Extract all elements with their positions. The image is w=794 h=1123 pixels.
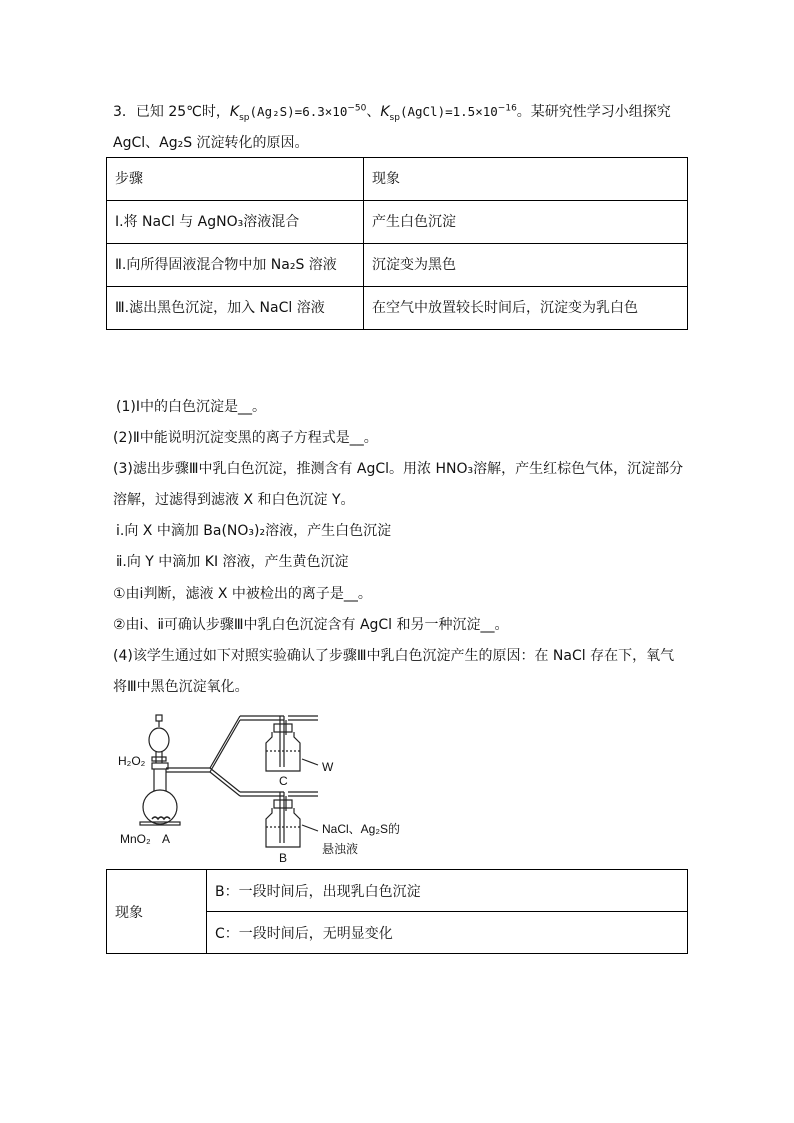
sub-question-3-line1: (3)滤出步骤Ⅲ中乳白色沉淀，推测含有 AgCl。用浓 HNO₃溶解，产生红棕色气体，沉淀部分 (113, 461, 684, 477)
sub-question-4-line2: 将Ⅲ中黑色沉淀氧化。 (113, 679, 249, 695)
sub-question-3-b: ②由ⅰ、ⅱ可确认步骤Ⅲ中乳白色沉淀含有 AgCl 和另一种沉淀__。 (113, 617, 509, 633)
question-intro-line1 (113, 102, 671, 122)
label-c: C (279, 774, 288, 788)
separatory-funnel (149, 715, 169, 763)
question-intro-tail: 。某研究性学习小组探究 (516, 104, 671, 120)
phenomenon-cell: 在空气中放置较长时间后，沉淀变为乳白色 (364, 287, 688, 330)
delivery-tube (166, 716, 318, 843)
sub-question-3-line2: 溶解，过滤得到滤液 X 和白色沉淀 Y。 (113, 492, 355, 508)
observation-c: C：一段时间后，无明显变化 (207, 912, 688, 954)
table-row (107, 244, 688, 287)
table-row (107, 870, 688, 912)
ksp-subscript: sp (239, 112, 250, 123)
question-number: 3． (113, 104, 136, 120)
label-a: A (162, 832, 171, 846)
separator: 、 (366, 104, 381, 120)
ksp-symbol: K (229, 104, 240, 120)
label-w: W (322, 760, 334, 774)
apparatus-svg (112, 707, 422, 867)
sub-question-4-line1: (4)该学生通过如下对照实验确认了步骤Ⅲ中乳白色沉淀产生的原因：在 NaCl 存在下，氧气 (113, 648, 675, 664)
sub-question-2: (2)Ⅱ中能说明沉淀变黑的离子方程式是__。 (113, 430, 378, 446)
table-row (107, 201, 688, 244)
observation-b: B：一段时间后，出现乳白色沉淀 (207, 870, 688, 912)
label-suspension-line2: 悬浊液 (322, 842, 359, 856)
agcl-ksp-exponent: −16 (497, 103, 517, 114)
steps-table (106, 157, 688, 330)
table-row (107, 287, 688, 330)
sub-question-1: (1)Ⅰ中的白色沉淀是__。 (116, 399, 266, 415)
sub-question-3-i: ⅰ.向 X 中滴加 Ba(NO₃)₂溶液，产生白色沉淀 (116, 523, 392, 539)
bottle-b (266, 800, 318, 847)
ag2s-ksp-value: (Ag₂S)=6.3×10 (249, 104, 348, 119)
label-h2o2: H₂O₂ (118, 754, 146, 768)
sub-question-3-a: ①由ⅰ判断，滤液 X 中被检出的离子是__。 (113, 586, 372, 602)
label-b: B (279, 851, 288, 865)
header-step: 步骤 (107, 158, 364, 201)
table-header-row (107, 158, 688, 201)
bottle-c (266, 724, 318, 771)
apparatus-diagram (112, 707, 422, 871)
step-cell: Ⅰ.将 NaCl 与 AgNO₃溶液混合 (107, 201, 364, 244)
agcl-ksp-value: (AgCl)=1.5×10 (399, 104, 498, 119)
observation-label: 现象 (107, 870, 207, 954)
step-cell: Ⅲ.滤出黑色沉淀，加入 NaCl 溶液 (107, 287, 364, 330)
header-phenomenon: 现象 (364, 158, 688, 201)
question-intro-line2: AgCl、Ag₂S 沉淀转化的原因。 (113, 135, 309, 151)
sub-question-3-ii: ⅱ.向 Y 中滴加 KI 溶液，产生黄色沉淀 (116, 554, 349, 570)
label-mno2: MnO₂ (120, 832, 151, 846)
label-suspension-line1: NaCl、Ag₂S的 (322, 822, 401, 836)
observation-table (106, 869, 688, 954)
question-intro-text: 已知 25℃时， (135, 104, 230, 120)
ksp-symbol: K (380, 104, 390, 120)
ksp-subscript: sp (389, 112, 400, 123)
ag2s-ksp-exponent: −50 (347, 103, 367, 114)
step-cell: Ⅱ.向所得固液混合物中加 Na₂S 溶液 (107, 244, 364, 287)
phenomenon-cell: 沉淀变为黑色 (364, 244, 688, 287)
phenomenon-cell: 产生白色沉淀 (364, 201, 688, 244)
